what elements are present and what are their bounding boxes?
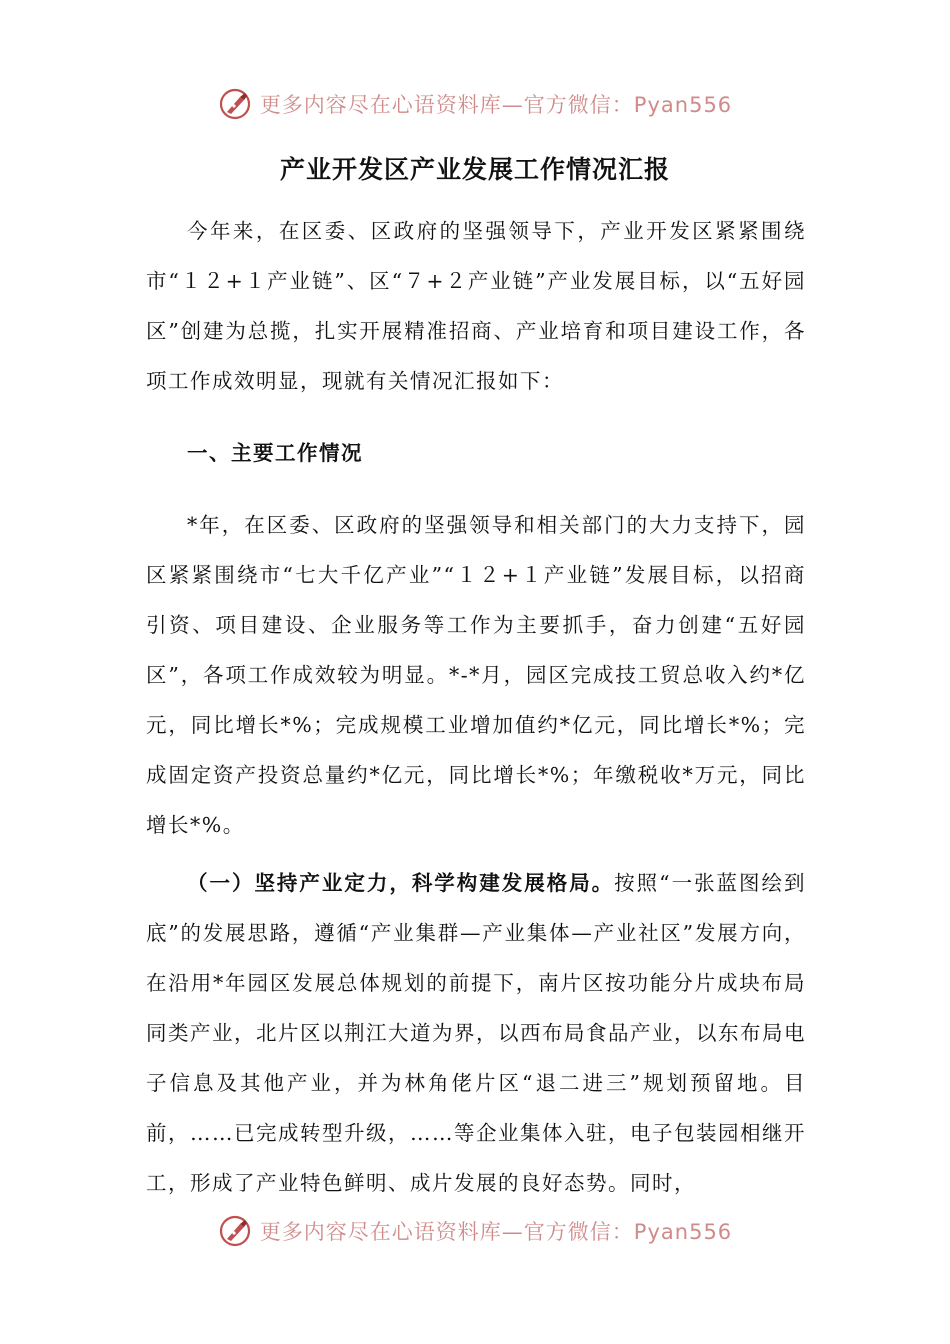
watermark-banner-top — [0, 82, 950, 126]
pen-nib-circle-icon — [218, 1214, 252, 1248]
document-body — [146, 206, 806, 1208]
subsection-paragraph — [146, 858, 806, 1208]
intro-paragraph: 今年来，在区委、区政府的坚强领导下，产业开发区紧紧围绕市“１２+１产业链”、区“７+２产业链”产业发展目标，以“五好园区”创建为总揽，扎实开展精准招商、产业培育和项目建设工作，各项工作成效明显，现就有关情况汇报如下： — [146, 219, 806, 393]
watermark-text: 更多内容尽在心语资料库—官方微信：Pyan556 — [259, 93, 733, 117]
document-title: 产业开发区产业发展工作情况汇报 — [279, 155, 670, 184]
watermark-banner-bottom — [0, 1209, 950, 1253]
pen-nib-circle-icon — [218, 87, 252, 121]
subsection-body: 按照“一张蓝图绘到底”的发展思路，遵循“产业集群—产业集体—产业社区”发展方向，在沿用*年园区发展总体规划的前提下，南片区按功能分片成块布局同类产业，北片区以荆江大道为界，以西布局食品产业，以东布局电子信息及其他产业，并为林角佬片区“退二进三”规划预留地。目前，……已完成转型升级，……等企业集体入驻，电子包装园相继开工，形成了产业特色鲜明、成片发展的良好态势。同时， — [146, 871, 807, 1195]
subsection-lead: （一）坚持产业定力，科学构建发展格局。 — [187, 871, 615, 895]
watermark-text: 更多内容尽在心语资料库—官方微信：Pyan556 — [259, 1220, 733, 1244]
section-paragraph: *年，在区委、区政府的坚强领导和相关部门的大力支持下，园区紧紧围绕市“七大千亿产业”“１２+１产业链”发展目标，以招商引资、项目建设、企业服务等工作为主要抓手，奋力创建“五好园区”，各项工作成效较为明显。*-*月，园区完成技工贸总收入约*亿元，同比增长*%；完成规模工业增加值约*亿元，同比增长*%；完成固定资产投资总量约*亿元，同比增长*%；年缴税收*万元，同比增长*%。 — [146, 513, 806, 837]
section-heading: 一、主要工作情况 — [187, 441, 363, 465]
